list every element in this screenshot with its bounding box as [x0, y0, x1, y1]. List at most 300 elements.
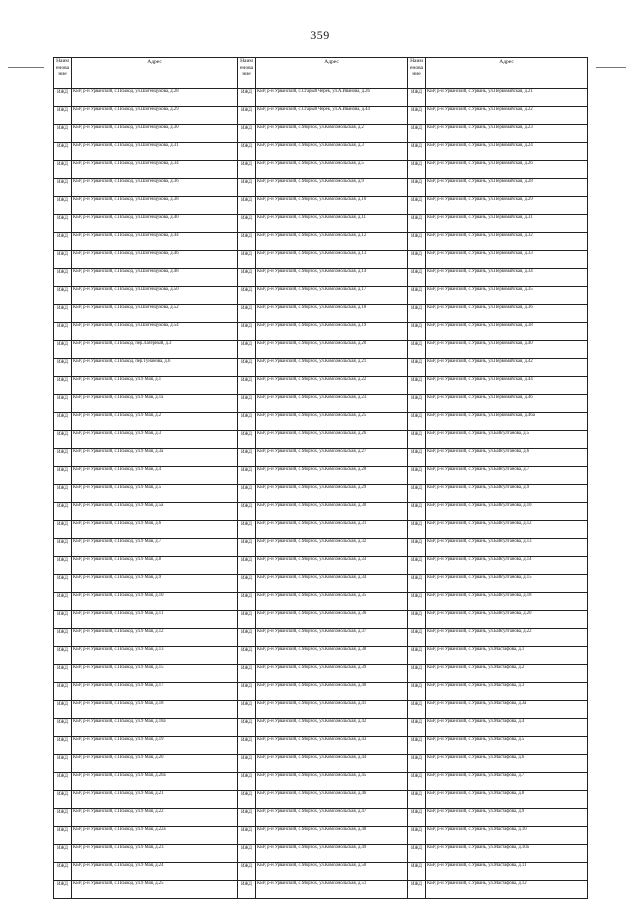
type-cell: ИЖД [238, 287, 256, 305]
table-row [54, 125, 588, 143]
type-cell: ИЖД [408, 791, 426, 809]
table-row [54, 449, 588, 467]
type-cell: ИЖД [238, 539, 256, 557]
type-cell: ИЖД [54, 215, 72, 233]
table-row [54, 467, 588, 485]
type-cell: ИЖД [238, 773, 256, 791]
type-cell: ИЖД [54, 287, 72, 305]
type-cell: ИЖД [238, 521, 256, 539]
address-cell: КБР, р-н Урванский, с.Псыкод, ул.9 Мая, д.22 [72, 809, 238, 827]
address-cell: КБР, р-н Урванский, с.Урвань, ул.Байсултанова, д.6 [426, 449, 588, 467]
address-cell: КБР, р-н Урванский, с.Урвань, ул.Первомайская, д.44 [426, 377, 588, 395]
address-cell: КБР, р-н Урванский, с.Псыкод, ул.9 Мая, д.18а [72, 719, 238, 737]
address-cell: КБР, р-н Урванский, с.Урвань, ул.Мастафова, д.10 [426, 827, 588, 845]
type-cell: ИЖД [238, 215, 256, 233]
type-cell: ИЖД [408, 737, 426, 755]
type-cell: ИЖД [238, 341, 256, 359]
header-address-3: Адрес [426, 58, 588, 89]
type-cell: ИЖД [238, 701, 256, 719]
address-cell: КБР, р-н Урванский, с.Псыкод, ул.Шогенцукова, д.46 [72, 251, 238, 269]
type-cell: ИЖД [54, 107, 72, 125]
type-cell: ИЖД [54, 323, 72, 341]
type-cell: ИЖД [408, 215, 426, 233]
address-cell: КБР, р-н Урванский, с.Псыкод, пер.Тунанова, д.6 [72, 359, 238, 377]
address-cell: КБР, р-н Урванский, с.Морзох, ул.Комсомольская, д.42 [256, 719, 408, 737]
table-row [54, 575, 588, 593]
type-cell: ИЖД [238, 809, 256, 827]
address-cell: КБР, р-н Урванский, с.Морзох, ул.Комсомольская, д.39 [256, 665, 408, 683]
address-cell: КБР, р-н Урванский, с.Урвань, ул.Байсултанова, д.5 [426, 431, 588, 449]
type-cell: ИЖД [54, 719, 72, 737]
table-row [54, 341, 588, 359]
type-cell: ИЖД [238, 179, 256, 197]
type-cell: ИЖД [238, 881, 256, 899]
address-cell: КБР, р-н Урванский, с.Морзох, ул.Комсомольская, д.51 [256, 881, 408, 899]
type-cell: ИЖД [54, 701, 72, 719]
address-cell: КБР, р-н Урванский, с.Урвань, ул.Первомайская, д.32 [426, 233, 588, 251]
type-cell: ИЖД [238, 467, 256, 485]
address-cell: КБР, р-н Урванский, с.Морзох, ул.Комсомольская, д.23 [256, 395, 408, 413]
type-cell: ИЖД [238, 413, 256, 431]
type-cell: ИЖД [54, 773, 72, 791]
address-cell: КБР, р-н Урванский, с.Старый Черек, ул.А.Иванова, д.44 [256, 107, 408, 125]
address-cell: КБР, р-н Урванский, с.Морзох, ул.Комсомольская, д.28 [256, 467, 408, 485]
table-row [54, 305, 588, 323]
address-cell: КБР, р-н Урванский, с.Псыкод, ул.9 Мая, д.5 [72, 485, 238, 503]
address-cell: КБР, р-н Урванский, с.Морзох, ул.Комсомольская, д.37 [256, 629, 408, 647]
table-row [54, 845, 588, 863]
type-cell: ИЖД [408, 431, 426, 449]
address-cell: КБР, р-н Урванский, с.Старый Черек, ул.А.Иванова, д.26 [256, 89, 408, 107]
right-margin-mark [596, 67, 626, 68]
address-cell: КБР, р-н Урванский, с.Урвань, ул.Мастафова, д.11 [426, 863, 588, 881]
address-cell: КБР, р-н Урванский, с.Морзох, ул.Комсомольская, д.32 [256, 539, 408, 557]
type-cell: ИЖД [238, 161, 256, 179]
address-table [53, 57, 588, 899]
type-cell: ИЖД [408, 701, 426, 719]
type-cell: ИЖД [238, 251, 256, 269]
type-cell: ИЖД [238, 197, 256, 215]
type-cell: ИЖД [238, 647, 256, 665]
table-row [54, 89, 588, 107]
address-cell: КБР, р-н Урванский, с.Морзох, ул.Комсомольская, д.17 [256, 287, 408, 305]
table-row [54, 665, 588, 683]
table-header-row [54, 58, 588, 89]
address-cell: КБР, р-н Урванский, с.Урвань, ул.Первомайская, д.46а [426, 413, 588, 431]
type-cell: ИЖД [408, 485, 426, 503]
type-cell: ИЖД [408, 611, 426, 629]
type-cell: ИЖД [54, 809, 72, 827]
table-row [54, 485, 588, 503]
address-cell: КБР, р-н Урванский, с.Урвань, ул.Мастафова, д.6 [426, 755, 588, 773]
type-cell: ИЖД [238, 827, 256, 845]
type-cell: ИЖД [408, 323, 426, 341]
type-cell: ИЖД [238, 629, 256, 647]
address-cell: КБР, р-н Урванский, с.Морзох, ул.Комсомольская, д.18 [256, 305, 408, 323]
type-cell: ИЖД [238, 107, 256, 125]
address-cell: КБР, р-н Урванский, с.Псыкод, ул.Шогенцукова, д.54 [72, 323, 238, 341]
type-cell: ИЖД [408, 719, 426, 737]
type-cell: ИЖД [408, 197, 426, 215]
type-cell: ИЖД [238, 89, 256, 107]
type-cell: ИЖД [238, 863, 256, 881]
address-cell: КБР, р-н Урванский, с.Псыкод, ул.9 Мая, д.12 [72, 629, 238, 647]
address-cell: КБР, р-н Урванский, с.Псыкод, ул.9 Мая, д.11 [72, 611, 238, 629]
type-cell: ИЖД [54, 467, 72, 485]
table-body [54, 89, 588, 899]
type-cell: ИЖД [408, 575, 426, 593]
address-cell: КБР, р-н Урванский, с.Урвань, ул.Первомайская, д.36 [426, 305, 588, 323]
address-cell: КБР, р-н Урванский, с.Морзох, ул.Комсомольская, д.34 [256, 575, 408, 593]
table-row [54, 197, 588, 215]
address-cell: КБР, р-н Урванский, с.Морзох, ул.Комсомольская, д.49 [256, 845, 408, 863]
type-cell: ИЖД [408, 521, 426, 539]
type-cell: ИЖД [408, 89, 426, 107]
type-cell: ИЖД [238, 791, 256, 809]
address-cell: КБР, р-н Урванский, с.Морзох, ул.Комсомольская, д.44 [256, 755, 408, 773]
address-cell: КБР, р-н Урванский, с.Морзох, ул.Комсомольская, д.48 [256, 827, 408, 845]
type-cell: ИЖД [54, 395, 72, 413]
address-cell: КБР, р-н Урванский, с.Урвань, ул.Байсултанова, д.18 [426, 593, 588, 611]
type-cell: ИЖД [408, 755, 426, 773]
address-table-wrapper [53, 57, 587, 899]
type-cell: ИЖД [408, 557, 426, 575]
address-cell: КБР, р-н Урванский, с.Морзох, ул.Комсомольская, д.38 [256, 647, 408, 665]
address-cell: КБР, р-н Урванский, с.Урвань, ул.Байсултанова, д.9 [426, 485, 588, 503]
address-cell: КБР, р-н Урванский, с.Морзох, ул.Комсомольская, д.5 [256, 161, 408, 179]
table-row [54, 611, 588, 629]
type-cell: ИЖД [408, 845, 426, 863]
address-cell: КБР, р-н Урванский, с.Урвань, ул.Мастафова, д.10а [426, 845, 588, 863]
table-row [54, 521, 588, 539]
table-row [54, 863, 588, 881]
address-cell: КБР, р-н Урванский, с.Урвань, ул.Первомайская, д.40 [426, 341, 588, 359]
type-cell: ИЖД [54, 845, 72, 863]
type-cell: ИЖД [54, 197, 72, 215]
address-cell: КБР, р-н Урванский, с.Урвань, ул.Первомайская, д.42 [426, 359, 588, 377]
type-cell: ИЖД [54, 683, 72, 701]
address-cell: КБР, р-н Урванский, с.Урвань, ул.Мастафова, д.9 [426, 809, 588, 827]
table-row [54, 377, 588, 395]
address-cell: КБР, р-н Урванский, с.Морзох, ул.Комсомольская, д.25 [256, 413, 408, 431]
address-cell: КБР, р-н Урванский, с.Урвань, ул.Мастафова, д.5 [426, 737, 588, 755]
address-cell: КБР, р-н Урванский, с.Урвань, ул.Мастафова, д.3а [426, 701, 588, 719]
address-cell: КБР, р-н Урванский, с.Псыкод, ул.9 Мая, д.18 [72, 701, 238, 719]
address-cell: КБР, р-н Урванский, с.Псыкод, ул.9 Мая, д.3 [72, 431, 238, 449]
table-row [54, 323, 588, 341]
address-cell: КБР, р-н Урванский, с.Морзох, ул.Комсомольская, д.50 [256, 863, 408, 881]
table-row [54, 827, 588, 845]
address-cell: КБР, р-н Урванский, с.Морзох, ул.Комсомольская, д.21 [256, 359, 408, 377]
address-cell: КБР, р-н Урванский, с.Псыкод, ул.Шогенцукова, д.50 [72, 287, 238, 305]
address-cell: КБР, р-н Урванский, с.Псыкод, ул.9 Мая, д.9 [72, 575, 238, 593]
table-row [54, 593, 588, 611]
table-row [54, 719, 588, 737]
address-cell: КБР, р-н Урванский, с.Псыкод, ул.9 Мая, д.17 [72, 683, 238, 701]
address-cell: КБР, р-н Урванский, с.Урвань, ул.Первомайская, д.33 [426, 251, 588, 269]
address-cell: КБР, р-н Урванский, с.Морзох, ул.Комсомольская, д.3 [256, 143, 408, 161]
type-cell: ИЖД [54, 485, 72, 503]
address-cell: КБР, р-н Урванский, с.Морзох, ул.Комсомольская, д.13 [256, 251, 408, 269]
address-cell: КБР, р-н Урванский, с.Урвань, ул.Мастафова, д.1 [426, 647, 588, 665]
table-row [54, 737, 588, 755]
type-cell: ИЖД [238, 395, 256, 413]
address-cell: КБР, р-н Урванский, с.Морзох, ул.Комсомольская, д.14 [256, 269, 408, 287]
address-cell: КБР, р-н Урванский, с.Псыкод, ул.9 Мая, д.8 [72, 557, 238, 575]
type-cell: ИЖД [408, 881, 426, 899]
address-cell: КБР, р-н Урванский, с.Морзох, ул.Комсомольская, д.45 [256, 773, 408, 791]
address-cell: КБР, р-н Урванский, с.Псыкод, ул.9 Мая, д.2 [72, 413, 238, 431]
table-row [54, 755, 588, 773]
address-cell: КБР, р-н Урванский, с.Урвань, ул.Первомайская, д.28 [426, 179, 588, 197]
type-cell: ИЖД [408, 377, 426, 395]
type-cell: ИЖД [408, 647, 426, 665]
table-row [54, 881, 588, 899]
address-cell: КБР, р-н Урванский, с.Псыкод, ул.Шогенцукова, д.52 [72, 305, 238, 323]
address-cell: КБР, р-н Урванский, с.Псыкод, ул.9 Мая, д.19 [72, 737, 238, 755]
address-cell: КБР, р-н Урванский, с.Псыкод, ул.9 Мая, д.20а [72, 773, 238, 791]
type-cell: ИЖД [408, 251, 426, 269]
type-cell: ИЖД [238, 143, 256, 161]
type-cell: ИЖД [238, 719, 256, 737]
type-cell: ИЖД [408, 467, 426, 485]
type-cell: ИЖД [408, 683, 426, 701]
table-row [54, 557, 588, 575]
type-cell: ИЖД [54, 881, 72, 899]
type-cell: ИЖД [408, 863, 426, 881]
address-cell: КБР, р-н Урванский, с.Урвань, ул.Первомайская, д.22 [426, 107, 588, 125]
address-cell: КБР, р-н Урванский, с.Урвань, ул.Мастафова, д.8 [426, 791, 588, 809]
address-cell: КБР, р-н Урванский, с.Морзох, ул.Комсомольская, д.27 [256, 449, 408, 467]
type-cell: ИЖД [238, 737, 256, 755]
address-cell: КБР, р-н Урванский, с.Морзох, ул.Комсомольская, д.20 [256, 341, 408, 359]
type-cell: ИЖД [408, 269, 426, 287]
address-cell: КБР, р-н Урванский, с.Морзох, ул.Комсомольская, д.47 [256, 809, 408, 827]
table-row [54, 269, 588, 287]
table-row [54, 773, 588, 791]
type-cell: ИЖД [238, 377, 256, 395]
type-cell: ИЖД [238, 449, 256, 467]
address-cell: КБР, р-н Урванский, с.Морзох, ул.Комсомольская, д.31 [256, 521, 408, 539]
table-row [54, 251, 588, 269]
type-cell: ИЖД [54, 539, 72, 557]
type-cell: ИЖД [54, 179, 72, 197]
address-cell: КБР, р-н Урванский, с.Псыкод, ул.9 Мая, д.23 [72, 845, 238, 863]
address-cell: КБР, р-н Урванский, с.Урвань, ул.Первомайская, д.38 [426, 323, 588, 341]
address-cell: КБР, р-н Урванский, с.Урвань, ул.Байсултанова, д.13 [426, 539, 588, 557]
address-cell: КБР, р-н Урванский, с.Урвань, ул.Байсултанова, д.20 [426, 611, 588, 629]
type-cell: ИЖД [54, 143, 72, 161]
type-cell: ИЖД [408, 773, 426, 791]
address-cell: КБР, р-н Урванский, с.Псыкод, ул.9 Мая, д.20 [72, 755, 238, 773]
table-row [54, 143, 588, 161]
address-cell: КБР, р-н Урванский, с.Урвань, ул.Мастафова, д.3 [426, 683, 588, 701]
address-cell: КБР, р-н Урванский, с.Морзох, ул.Комсомольская, д.11 [256, 215, 408, 233]
type-cell: ИЖД [408, 593, 426, 611]
header-address-2: Адрес [256, 58, 408, 89]
left-margin-mark [8, 67, 44, 68]
type-cell: ИЖД [408, 341, 426, 359]
address-cell: КБР, р-н Урванский, с.Псыкод, ул.9 Мая, д.6 [72, 521, 238, 539]
type-cell: ИЖД [54, 125, 72, 143]
address-cell: КБР, р-н Урванский, с.Урвань, ул.Байсултанова, д.10 [426, 503, 588, 521]
address-cell: КБР, р-н Урванский, с.Морзох, ул.Комсомольская, д.9 [256, 179, 408, 197]
type-cell: ИЖД [408, 395, 426, 413]
type-cell: ИЖД [408, 809, 426, 827]
type-cell: ИЖД [238, 359, 256, 377]
address-cell: КБР, р-н Урванский, с.Морзох, ул.Комсомольская, д.10 [256, 197, 408, 215]
address-cell: КБР, р-н Урванский, с.Псыкод, ул.Шогенцукова, д.30 [72, 125, 238, 143]
address-cell: КБР, р-н Урванский, с.Морзох, ул.Комсомольская, д.26 [256, 431, 408, 449]
type-cell: ИЖД [54, 737, 72, 755]
address-cell: КБР, р-н Урванский, с.Морзох, ул.Комсомольская, д.35 [256, 593, 408, 611]
address-cell: КБР, р-н Урванский, с.Морзох, ул.Комсомольская, д.36 [256, 611, 408, 629]
address-cell: КБР, р-н Урванский, с.Урвань, ул.Байсултанова, д.14 [426, 557, 588, 575]
type-cell: ИЖД [54, 305, 72, 323]
type-cell: ИЖД [54, 791, 72, 809]
type-cell: ИЖД [408, 503, 426, 521]
type-cell: ИЖД [54, 863, 72, 881]
address-cell: КБР, р-н Урванский, с.Урвань, ул.Первомайская, д.21 [426, 89, 588, 107]
type-cell: ИЖД [408, 827, 426, 845]
table-row [54, 413, 588, 431]
address-cell: КБР, р-н Урванский, с.Урвань, ул.Первомайская, д.29 [426, 197, 588, 215]
address-cell: КБР, р-н Урванский, с.Морзох, ул.Комсомольская, д.2 [256, 125, 408, 143]
type-cell: ИЖД [238, 557, 256, 575]
type-cell: ИЖД [54, 233, 72, 251]
table-row [54, 503, 588, 521]
type-cell: ИЖД [408, 449, 426, 467]
type-cell: ИЖД [54, 827, 72, 845]
table-row [54, 161, 588, 179]
address-cell: КБР, р-н Урванский, с.Урвань, ул.Первомайская, д.35 [426, 287, 588, 305]
type-cell: ИЖД [408, 125, 426, 143]
address-cell: КБР, р-н Урванский, с.Псыкод, ул.9 Мая, д.25 [72, 881, 238, 899]
address-cell: КБР, р-н Урванский, с.Псыкод, ул.Шогенцукова, д.29 [72, 107, 238, 125]
table-row [54, 359, 588, 377]
type-cell: ИЖД [54, 161, 72, 179]
table-row [54, 809, 588, 827]
table-row [54, 431, 588, 449]
address-cell: КБР, р-н Урванский, с.Морзох, ул.Комсомольская, д.41 [256, 701, 408, 719]
type-cell: ИЖД [238, 575, 256, 593]
type-cell: ИЖД [408, 359, 426, 377]
type-cell: ИЖД [408, 107, 426, 125]
type-cell: ИЖД [54, 575, 72, 593]
type-cell: ИЖД [408, 161, 426, 179]
table-row [54, 629, 588, 647]
address-cell: КБР, р-н Урванский, с.Морзох, ул.Комсомольская, д.46 [256, 791, 408, 809]
type-cell: ИЖД [54, 341, 72, 359]
table-row [54, 287, 588, 305]
address-cell: КБР, р-н Урванский, с.Морзох, ул.Комсомольская, д.12 [256, 233, 408, 251]
address-cell: КБР, р-н Урванский, с.Псыкод, ул.9 Мая, д.1а [72, 395, 238, 413]
address-cell: КБР, р-н Урванский, с.Псыкод, ул.9 Мая, д.5а [72, 503, 238, 521]
address-cell: КБР, р-н Урванский, с.Псыкод, ул.Шогенцукова, д.38 [72, 197, 238, 215]
address-cell: КБР, р-н Урванский, с.Урвань, ул.Первомайская, д.26 [426, 161, 588, 179]
type-cell: ИЖД [408, 413, 426, 431]
type-cell: ИЖД [238, 665, 256, 683]
address-cell: КБР, р-н Урванский, с.Псыкод, ул.9 Мая, д.24 [72, 863, 238, 881]
type-cell: ИЖД [54, 377, 72, 395]
type-cell: ИЖД [238, 323, 256, 341]
address-cell: КБР, р-н Урванский, с.Урвань, ул.Первомайская, д.34 [426, 269, 588, 287]
address-cell: КБР, р-н Урванский, с.Урвань, ул.Байсултанова, д.22 [426, 629, 588, 647]
address-cell: КБР, р-н Урванский, с.Урвань, ул.Байсултанова, д.7 [426, 467, 588, 485]
address-cell: КБР, р-н Урванский, с.Псыкод, ул.Шогенцукова, д.34 [72, 161, 238, 179]
type-cell: ИЖД [54, 593, 72, 611]
header-type-3: Наим енова ние [408, 58, 426, 89]
type-cell: ИЖД [54, 251, 72, 269]
type-cell: ИЖД [238, 431, 256, 449]
type-cell: ИЖД [408, 629, 426, 647]
type-cell: ИЖД [408, 665, 426, 683]
table-row [54, 683, 588, 701]
address-cell: КБР, р-н Урванский, с.Урвань, ул.Мастафова, д.12 [426, 881, 588, 899]
type-cell: ИЖД [54, 611, 72, 629]
type-cell: ИЖД [54, 503, 72, 521]
address-cell: КБР, р-н Урванский, с.Морзох, ул.Комсомольская, д.29 [256, 485, 408, 503]
type-cell: ИЖД [238, 485, 256, 503]
type-cell: ИЖД [238, 269, 256, 287]
address-cell: КБР, р-н Урванский, с.Псыкод, ул.Шогенцукова, д.44 [72, 233, 238, 251]
table-row [54, 107, 588, 125]
type-cell: ИЖД [54, 413, 72, 431]
type-cell: ИЖД [408, 305, 426, 323]
table-row [54, 395, 588, 413]
type-cell: ИЖД [238, 233, 256, 251]
type-cell: ИЖД [54, 629, 72, 647]
type-cell: ИЖД [238, 305, 256, 323]
type-cell: ИЖД [54, 89, 72, 107]
address-cell: КБР, р-н Урванский, с.Псыкод, ул.Шогенцукова, д.40 [72, 215, 238, 233]
type-cell: ИЖД [54, 557, 72, 575]
type-cell: ИЖД [408, 539, 426, 557]
header-address-1: Адрес [72, 58, 238, 89]
type-cell: ИЖД [54, 449, 72, 467]
address-cell: КБР, р-н Урванский, с.Морзох, ул.Комсомольская, д.30 [256, 503, 408, 521]
address-cell: КБР, р-н Урванский, с.Псыкод, ул.Шогенцукова, д.48 [72, 269, 238, 287]
header-type-1: Наим енова ние [54, 58, 72, 89]
address-cell: КБР, р-н Урванский, с.Псыкод, ул.Шогенцукова, д.36 [72, 179, 238, 197]
type-cell: ИЖД [238, 125, 256, 143]
type-cell: ИЖД [238, 611, 256, 629]
type-cell: ИЖД [238, 755, 256, 773]
type-cell: ИЖД [238, 683, 256, 701]
type-cell: ИЖД [54, 665, 72, 683]
address-cell: КБР, р-н Урванский, с.Псыкод, ул.Шогенцукова, д.28 [72, 89, 238, 107]
address-cell: КБР, р-н Урванский, с.Морзох, ул.Комсомольская, д.40 [256, 683, 408, 701]
address-cell: КБР, р-н Урванский, с.Урвань, ул.Байсултанова, д.12 [426, 521, 588, 539]
type-cell: ИЖД [54, 521, 72, 539]
address-cell: КБР, р-н Урванский, с.Псыкод, ул.Шогенцукова, д.31 [72, 143, 238, 161]
type-cell: ИЖД [54, 431, 72, 449]
address-cell: КБР, р-н Урванский, с.Морзох, ул.Комсомольская, д.33 [256, 557, 408, 575]
table-row [54, 701, 588, 719]
type-cell: ИЖД [408, 287, 426, 305]
table-row [54, 647, 588, 665]
type-cell: ИЖД [408, 179, 426, 197]
page-number: 359 [310, 28, 330, 42]
type-cell: ИЖД [54, 647, 72, 665]
address-cell: КБР, р-н Урванский, с.Урвань, ул.Первомайская, д.23 [426, 125, 588, 143]
address-cell: КБР, р-н Урванский, с.Псыкод, ул.9 Мая, д.4 [72, 467, 238, 485]
address-cell: КБР, р-н Урванский, с.Урвань, ул.Первомайская, д.24 [426, 143, 588, 161]
type-cell: ИЖД [54, 269, 72, 287]
address-cell: КБР, р-н Урванский, с.Псыкод, ул.9 Мая, д.1 [72, 377, 238, 395]
address-cell: КБР, р-н Урванский, с.Урвань, ул.Байсултанова, д.15 [426, 575, 588, 593]
address-cell: КБР, р-н Урванский, с.Псыкод, ул.9 Мая, д.7 [72, 539, 238, 557]
